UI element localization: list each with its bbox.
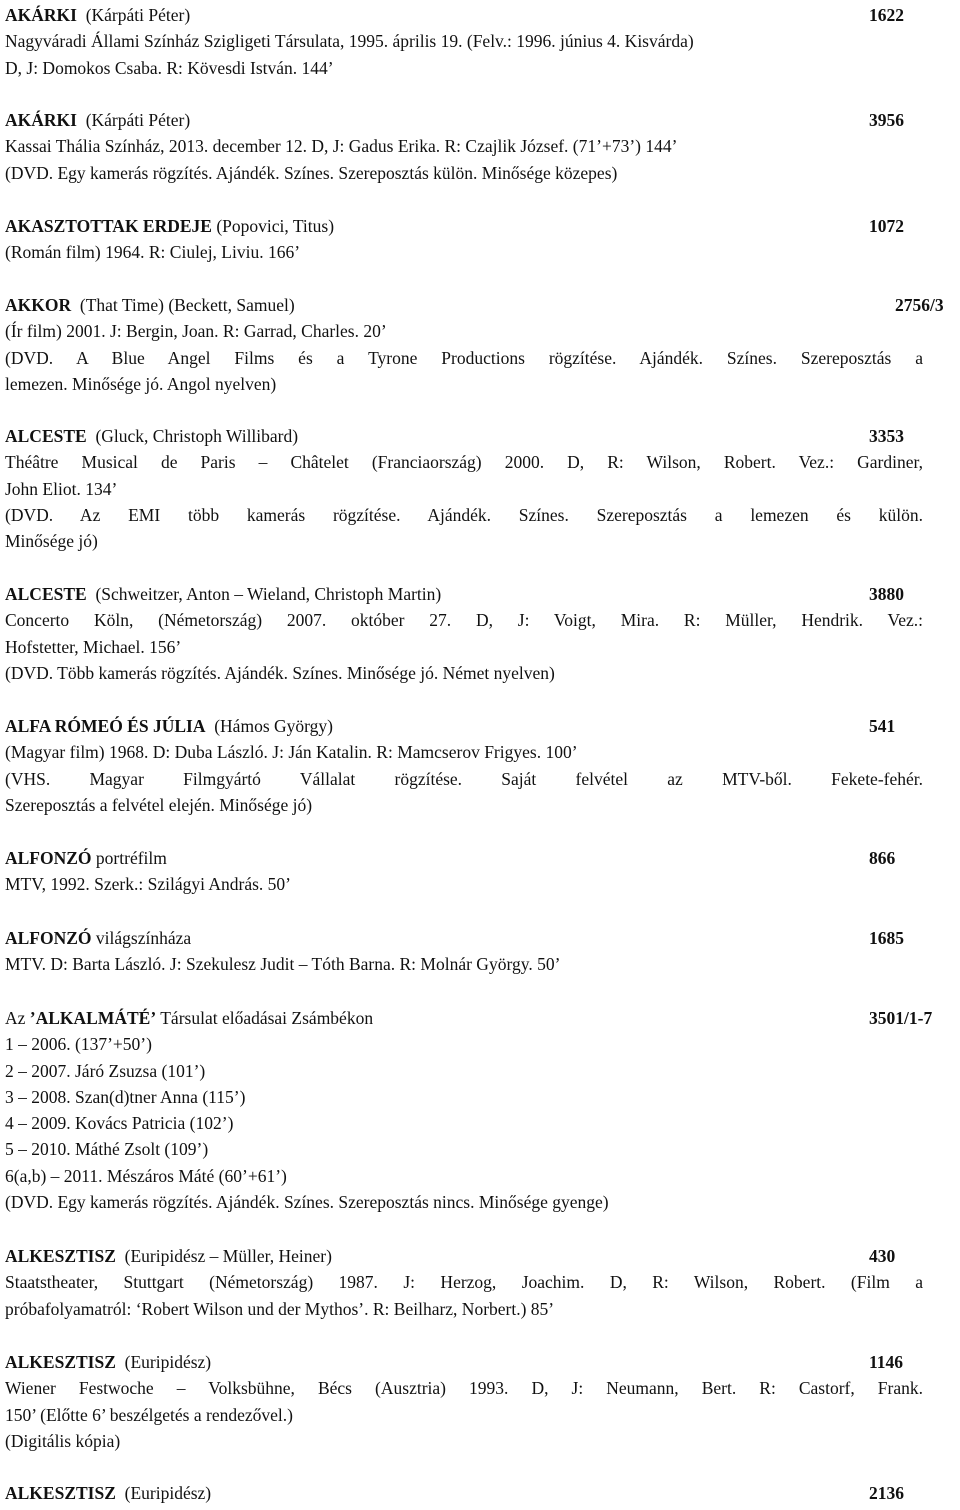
entry-title-line (5, 845, 923, 871)
entry-title: ALKESZTISZ (5, 1352, 116, 1372)
entry-detail-line: MTV, 1992. Szerk.: Szilágyi András. 50’ (5, 874, 291, 895)
entry-title-note: (Kárpáti Péter) (76, 5, 191, 25)
entry-detail-line: Wiener Festwoche – Volksbühne, Bécs (Ausztria) 1993. D, J: Neumann, Bert. R: Castorf, Frank. (5, 1378, 923, 1399)
entry-title-note: világszínháza (91, 928, 192, 948)
catalog-entry (5, 213, 923, 266)
catalog-code: 430 (869, 1246, 896, 1266)
catalog-entry (5, 292, 944, 397)
catalog-code: 1072 (869, 216, 904, 236)
catalog-code: 3880 (869, 584, 904, 604)
entry-title: AKKOR (5, 295, 72, 315)
entry-title-note: Társulat előadásai Zsámbékon (156, 1008, 374, 1028)
catalog-code: 3956 (869, 110, 904, 130)
entry-title-note: (Hámos György) (205, 716, 333, 736)
entry-title: ALKESZTISZ (5, 1246, 116, 1266)
catalog-entry (5, 423, 923, 554)
entry-title-note: (Euripidész – Müller, Heiner) (115, 1246, 332, 1266)
entry-detail-line: lemezen. Minősége jó. Angol nyelven) (5, 373, 277, 394)
entry-title: AKASZTOTTAK ERDEJE (5, 216, 212, 236)
entry-title-line (5, 1005, 933, 1031)
catalog-code: 2136 (869, 1483, 904, 1503)
catalog-code: 1622 (869, 5, 904, 25)
entry-title-note: (Popovici, Titus) (211, 216, 335, 236)
catalog-code: 3501/1-7 (869, 1008, 933, 1028)
entry-title-line (5, 581, 923, 607)
entry-title: ALFONZÓ (5, 848, 92, 868)
entry-detail-line: (Ír film) 2001. J: Bergin, Joan. R: Garrad, Charles. 20’ (5, 321, 387, 342)
catalog-entry (5, 2, 923, 81)
entry-title: AKÁRKI (5, 110, 77, 130)
entry-title: ALFONZÓ (5, 928, 92, 948)
catalog-code: 1685 (869, 928, 904, 948)
entry-detail-line: 2 – 2007. Járó Zsuzsa (101’) (5, 1060, 206, 1081)
entry-title-line (5, 423, 923, 449)
entry-title: ’ALKALMÁTÉ’ (29, 1008, 157, 1028)
entry-title: ALFA RÓMEÓ ÉS JÚLIA (5, 716, 206, 736)
entry-title-line (5, 2, 923, 28)
entry-title-note: portréfilm (91, 848, 167, 868)
catalog-entry (5, 845, 923, 898)
catalog-entry (5, 925, 923, 978)
entry-detail-line: (VHS. Magyar Filmgyártó Vállalat rögzítése. Saját felvétel az MTV-ből. Fekete-fehér. (5, 768, 923, 789)
catalog-entry (5, 107, 923, 186)
catalog-entry (5, 713, 923, 818)
entry-title-note: (Gluck, Christoph Willibard) (86, 426, 299, 446)
entry-detail-line: 1 – 2006. (137’+50’) (5, 1034, 152, 1055)
entry-detail-line: Hofstetter, Michael. 156’ (5, 636, 182, 657)
entry-title-line (5, 213, 923, 239)
entry-detail-line: 150’ (Előtte 6’ beszélgetés a rendezővel.) (5, 1404, 293, 1425)
entry-detail-line: Kassai Thália Színház, 2013. december 12. D, J: Gadus Erika. R: Czajlik József. (71’+73’) 144’ (5, 136, 678, 157)
entry-detail-line: (Digitális kópia) (5, 1430, 121, 1451)
entry-title-note: (Euripidész) (115, 1483, 212, 1503)
entry-detail-line: (Román film) 1964. R: Ciulej, Liviu. 166’ (5, 242, 301, 263)
entry-detail-line: (DVD. Egy kamerás rögzítés. Ajándék. Színes. Szereposztás külön. Minősége közepes) (5, 162, 618, 183)
entry-title-line (5, 1349, 923, 1375)
entry-detail-line: (DVD. A Blue Angel Films és a Tyrone Productions rögzítése. Ajándék. Színes. Szereposztás a (5, 347, 923, 368)
entry-detail-line: 6(a,b) – 2011. Mészáros Máté (60’+61’) (5, 1165, 287, 1186)
entry-detail-line: Staatstheater, Stuttgart (Németország) 1987. J: Herzog, Joachim. D, R: Wilson, Robert. (Film a (5, 1272, 923, 1293)
entry-detail-line: 3 – 2008. Szan(d)tner Anna (115’) (5, 1086, 246, 1107)
entry-detail-line: (DVD. Egy kamerás rögzítés. Ajándék. Színes. Szereposztás nincs. Minősége gyenge) (5, 1192, 609, 1213)
entry-title-line (5, 292, 944, 318)
entry-title-note: (Schweitzer, Anton – Wieland, Christoph Martin) (86, 584, 442, 604)
catalog-entry (5, 1243, 923, 1322)
entry-detail-line: 4 – 2009. Kovács Patricia (102’) (5, 1113, 234, 1134)
entry-title-note: (Kárpáti Péter) (76, 110, 191, 130)
entry-title-line (5, 1480, 923, 1506)
catalog-code: 3353 (869, 426, 904, 446)
entry-title-line (5, 1243, 923, 1269)
entry-title-line (5, 107, 923, 133)
entry-title: ALCESTE (5, 584, 87, 604)
catalog-code: 1146 (869, 1352, 904, 1372)
entry-title: AKÁRKI (5, 5, 77, 25)
entry-detail-line: Szereposztás a felvétel elején. Minősége jó) (5, 794, 313, 815)
entry-detail-line: Concerto Köln, (Németország) 2007. október 27. D, J: Voigt, Mira. R: Müller, Hendrik. Vez.: (5, 610, 923, 631)
catalog-entry (5, 1480, 923, 1506)
entry-title-note: (That Time) (Beckett, Samuel) (71, 295, 295, 315)
catalog-code: 541 (869, 716, 896, 736)
entry-detail-line: (DVD. Az EMI több kamerás rögzítése. Ajándék. Színes. Szereposztás a lemezen és külön. (5, 504, 923, 525)
entry-title: ALCESTE (5, 426, 87, 446)
catalog-entry (5, 581, 923, 686)
entry-detail-line: (Magyar film) 1968. D: Duba László. J: Ján Katalin. R: Mamcserov Frigyes. 100’ (5, 742, 578, 763)
entry-title-line (5, 925, 923, 951)
entry-detail-line: Nagyváradi Állami Színház Szigligeti Társulata, 1995. április 19. (Felv.: 1996. június 4. Kisvárda) (5, 31, 694, 52)
entry-title-note: Az (5, 1008, 30, 1028)
entry-detail-line: MTV. D: Barta László. J: Szekulesz Judit – Tóth Barna. R: Molnár György. 50’ (5, 954, 561, 975)
entry-title-note: (Euripidész) (115, 1352, 212, 1372)
catalog-code: 2756/3 (895, 295, 944, 315)
catalog-entry (5, 1349, 923, 1454)
entry-detail-line: próbafolyamatról: ‘Robert Wilson und der Mythos’. R: Beilharz, Norbert.) 85’ (5, 1298, 555, 1319)
entry-detail-line: John Eliot. 134’ (5, 478, 118, 499)
catalog-entry (5, 1005, 933, 1215)
entry-title: ALKESZTISZ (5, 1483, 116, 1503)
entry-detail-line: 5 – 2010. Máthé Zsolt (109’) (5, 1139, 209, 1160)
entry-detail-line: Minősége jó) (5, 531, 98, 552)
entry-detail-line: (DVD. Több kamerás rögzítés. Ajándék. Színes. Minősége jó. Német nyelven) (5, 662, 555, 683)
catalog-code: 866 (869, 848, 896, 868)
entry-detail-line: D, J: Domokos Csaba. R: Kövesdi István. 144’ (5, 57, 334, 78)
entry-title-line (5, 713, 923, 739)
entry-detail-line: Théâtre Musical de Paris – Châtelet (Franciaország) 2000. D, R: Wilson, Robert. Vez.: Gardiner, (5, 452, 923, 473)
